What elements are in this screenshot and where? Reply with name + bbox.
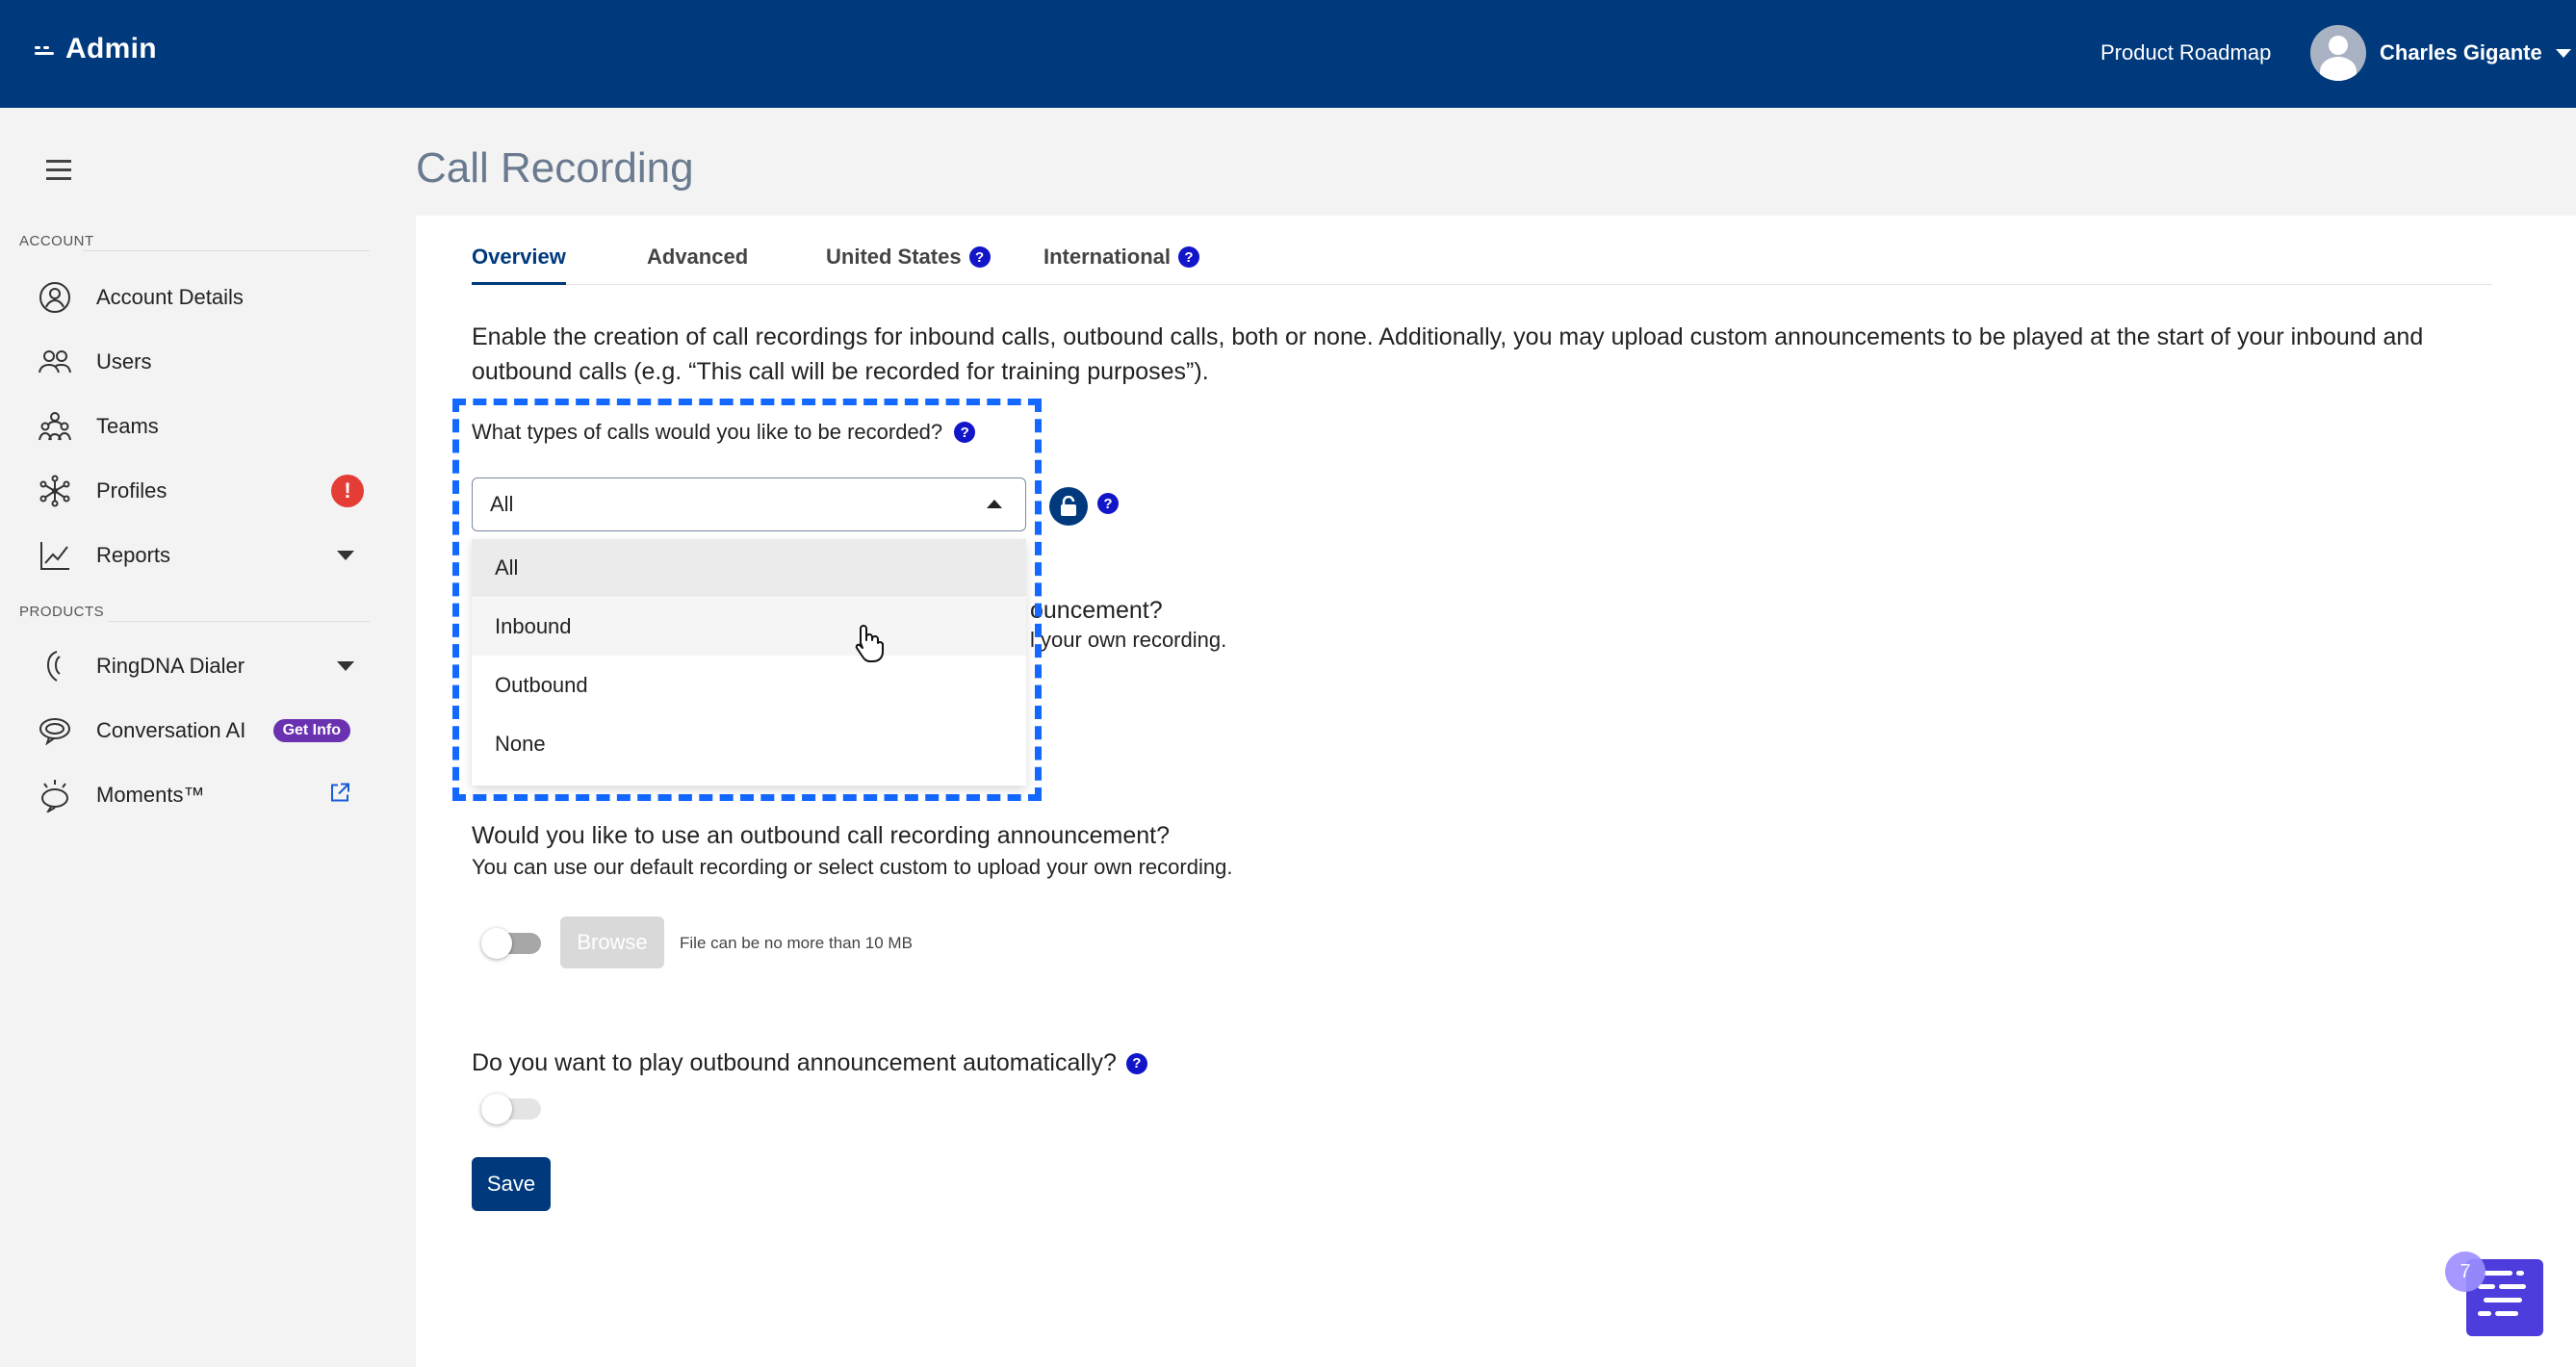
active-tab-indicator — [472, 282, 566, 285]
sidebar-item-account-details[interactable] — [37, 275, 364, 320]
section-divider — [108, 621, 370, 622]
browse-button[interactable]: Browse — [560, 916, 664, 968]
chat-notification-badge: 7 — [2445, 1251, 2486, 1292]
outbound-announcement-toggle[interactable] — [485, 933, 541, 954]
help-icon[interactable]: ? — [1178, 246, 1199, 268]
hamburger-menu-icon[interactable] — [46, 160, 71, 181]
moments-icon — [37, 777, 73, 813]
get-info-pill[interactable]: Get Info — [273, 719, 350, 742]
dropdown-option-all[interactable]: All — [472, 539, 1026, 597]
user-menu[interactable] — [2310, 25, 2571, 81]
brand-title: Admin — [65, 33, 157, 64]
inbound-announcement-question: ouncement? — [1030, 597, 1163, 624]
chat-bubble-icon — [37, 712, 73, 749]
unlock-icon — [1059, 496, 1078, 517]
sidebar-item-label: Account Details — [96, 285, 244, 309]
dropdown-option-outbound[interactable]: Outbound — [495, 673, 588, 697]
tab-bar — [472, 241, 2491, 285]
dialer-icon — [37, 648, 73, 684]
chevron-down-icon — [2556, 49, 2571, 58]
section-label-products: PRODUCTS — [19, 604, 105, 620]
sidebar-item-ringdna-dialer[interactable] — [37, 644, 364, 688]
sidebar-item-conversation-ai[interactable] — [37, 709, 364, 753]
sidebar-item-label: Users — [96, 349, 152, 374]
sidebar-item-label: Profiles — [96, 478, 167, 503]
sidebar-item-profiles[interactable] — [37, 469, 364, 513]
section-label-account: ACCOUNT — [19, 233, 94, 249]
record-type-question — [472, 420, 975, 445]
toggle-knob — [481, 1094, 512, 1124]
lock-button[interactable] — [1049, 487, 1088, 526]
help-icon[interactable]: ? — [1126, 1053, 1147, 1074]
tab-label: United States — [826, 245, 962, 269]
brand[interactable] — [35, 33, 157, 65]
sidebar-item-moments[interactable] — [37, 773, 364, 817]
section-divider — [83, 250, 370, 251]
avatar — [2310, 25, 2366, 81]
save-button[interactable]: Save — [472, 1157, 551, 1211]
tab-label: Advanced — [647, 245, 749, 269]
hand-cursor-icon — [851, 624, 884, 667]
record-type-select[interactable] — [472, 477, 1026, 531]
user-circle-icon — [37, 279, 73, 316]
sidebar-item-users[interactable] — [37, 340, 364, 384]
select-value: All — [490, 492, 514, 516]
dropdown-option-none[interactable]: None — [495, 732, 546, 756]
toggle-knob — [481, 928, 512, 959]
sidebar-item-label: Moments™ — [96, 783, 205, 807]
chevron-down-icon[interactable] — [337, 551, 354, 560]
tab-overview[interactable] — [472, 245, 566, 270]
tab-label: International — [1043, 245, 1172, 269]
tab-international[interactable] — [1043, 245, 1199, 270]
dropdown-option-inbound[interactable]: Inbound — [472, 598, 1026, 656]
sidebar-item-label: Reports — [96, 543, 171, 567]
users-icon — [37, 344, 73, 380]
record-type-dropdown-menu — [472, 539, 1026, 786]
sidebar — [0, 108, 385, 1367]
autoplay-toggle[interactable] — [485, 1098, 541, 1120]
profiles-icon — [37, 473, 73, 509]
inbound-announcement-subtext: l your own recording. — [1030, 628, 1227, 652]
top-navbar — [0, 0, 2576, 108]
product-roadmap-link[interactable]: Product Roadmap — [2100, 40, 2272, 64]
alert-badge: ! — [331, 475, 364, 507]
description-text: Enable the creation of call recordings for inbound calls, outbound calls, both or none. Additionally, you may upload custom announcements to be played at the start of your inbound and outbound calls (e.g. “This call will be recorded for training purposes”). — [472, 323, 2424, 385]
chevron-up-icon — [987, 500, 1002, 508]
chevron-down-icon[interactable] — [337, 661, 354, 671]
brand-logo-icon — [35, 39, 56, 60]
help-icon[interactable]: ? — [969, 246, 991, 268]
help-icon[interactable]: ? — [1097, 493, 1119, 514]
file-size-note: File can be no more than 10 MB — [680, 934, 913, 952]
sidebar-item-label: RingDNA Dialer — [96, 654, 245, 678]
tab-label: Overview — [472, 245, 566, 269]
sidebar-item-label: Teams — [96, 414, 159, 438]
tab-united-states[interactable] — [826, 245, 991, 270]
outbound-announcement-question: Would you like to use an outbound call recording announcement? — [472, 822, 1171, 849]
teams-icon — [37, 408, 73, 445]
page-title: Call Recording — [416, 144, 694, 192]
tab-advanced[interactable] — [647, 245, 748, 270]
user-name: Charles Gigante — [2380, 40, 2542, 64]
sidebar-item-label: Conversation AI — [96, 718, 246, 742]
help-icon[interactable]: ? — [954, 422, 975, 443]
external-link-icon[interactable] — [329, 783, 350, 809]
chart-icon — [37, 537, 73, 574]
outbound-announcement-subtext: You can use our default recording or select custom to upload your own recording. — [472, 855, 1233, 879]
record-type-label: What types of calls would you like to be recorded? — [472, 420, 943, 444]
autoplay-question — [472, 1049, 1147, 1077]
sidebar-item-teams[interactable] — [37, 404, 364, 449]
autoplay-label: Do you want to play outbound announcement automatically? — [472, 1049, 1117, 1076]
sidebar-item-reports[interactable] — [37, 533, 364, 578]
